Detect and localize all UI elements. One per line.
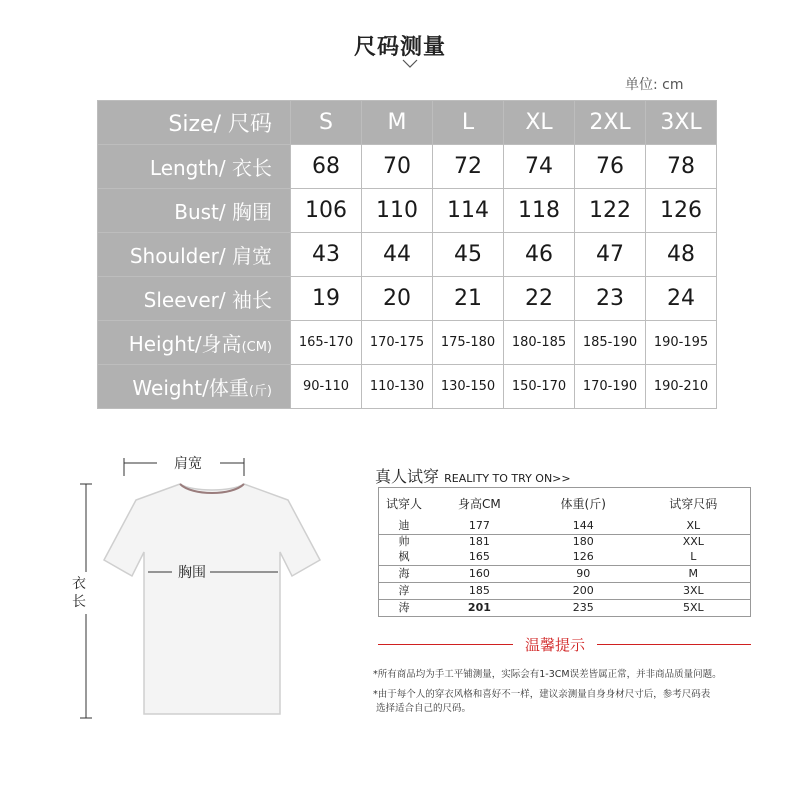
cell: 淳 [379,583,430,600]
cell: 200 [530,583,637,600]
cell: 181 [468,535,490,548]
sleeve-row [98,277,717,321]
cell: 74 [504,145,575,189]
size-xl: XL [504,101,575,145]
real-try-title-cn: 真人试穿 [375,467,440,486]
cell: 114 [433,189,504,233]
cell: 160 [429,566,530,583]
cell: 185-190 [575,321,646,365]
cell: 迪 [379,518,430,535]
length-label: 衣长 [72,576,86,610]
col-header: 身高CM [458,496,501,511]
cell: 3XL [637,583,751,600]
cell: 43 [291,233,362,277]
cell: 110-130 [362,365,433,409]
size-2xl: 2XL [575,101,646,145]
row-label: Bust/ 胸围 [98,189,291,233]
cell: 68 [291,145,362,189]
height-unit: (CM) [241,340,272,355]
cell: 180-185 [504,321,575,365]
size-s: S [291,101,362,145]
row-label [98,365,291,409]
table-row [379,566,751,583]
cell: 72 [433,145,504,189]
cell: 165 [429,549,530,566]
cell: 20 [362,277,433,321]
cell: 150-170 [504,365,575,409]
size-table [97,100,717,409]
bust-label: 胸围 [178,565,206,581]
tips-title: 温馨提示 [513,634,597,655]
tips-note-1: *所有商品均为手工平铺测量，实际会有1-3CM误差皆属正常，并非商品质量问题。 [373,669,722,680]
cell: 22 [504,277,575,321]
cell: 170-190 [575,365,646,409]
cell: 110 [362,189,433,233]
height-row [98,321,717,365]
tshirt-outline [104,484,320,714]
col-header: 试穿人 [385,496,422,511]
table-row [379,549,751,566]
col-header: 试穿尺码 [669,496,718,511]
cell: M [637,566,751,583]
weight-label: Weight/体重 [132,376,249,400]
cell: 122 [575,189,646,233]
cell: 235 [530,600,637,617]
cell: 帅 [398,535,410,548]
bust-row [98,189,717,233]
cell: 190-210 [646,365,717,409]
size-m: M [362,101,433,145]
cell: 78 [646,145,717,189]
cell: 201 [429,600,530,617]
cell: 170-175 [362,321,433,365]
cell: 90-110 [291,365,362,409]
cell: 海 [379,566,430,583]
row-label: Length/ 衣长 [98,145,291,189]
tshirt-diagram [72,448,352,728]
cell: L [637,549,751,566]
cell: 106 [291,189,362,233]
height-label: Height/身高 [128,332,242,356]
cell: 枫 [379,549,430,566]
cell: 165-170 [291,321,362,365]
cell: 175-180 [433,321,504,365]
size-header-row [98,101,717,145]
weight-unit: (斤) [248,384,272,399]
cell: 185 [429,583,530,600]
cell: 90 [530,566,637,583]
real-try-header [379,488,751,519]
cell: 180 [572,535,594,548]
tips-note-3: 选择适合自己的尺码。 [376,703,472,714]
length-row [98,145,717,189]
cell: 126 [530,549,637,566]
table-row [379,518,751,535]
real-try-title [375,464,571,487]
real-try-title-en: REALITY TO TRY ON>> [444,472,571,485]
cell: 118 [504,189,575,233]
cell: 177 [429,518,530,535]
cell: XXL [682,535,704,548]
cell: 46 [504,233,575,277]
real-try-table [378,487,751,617]
cell: 47 [575,233,646,277]
size-l: L [433,101,504,145]
cell: 130-150 [433,365,504,409]
unit-label: 单位: cm [625,77,684,93]
table-row [379,600,751,617]
cell: 23 [575,277,646,321]
cell: 190-195 [646,321,717,365]
cell: XL [637,518,751,535]
cell: 19 [291,277,362,321]
tips-note-2: *由于每个人的穿衣风格和喜好不一样，建议亲测量自身身材尺寸后，参考尺码表 [373,689,711,700]
table-row [379,583,751,600]
chevron-down-icon [395,56,425,72]
row-label [98,321,291,365]
weight-row [98,365,717,409]
cell: 涛 [379,600,430,617]
cell: 76 [575,145,646,189]
cell: 144 [530,518,637,535]
row-label: Shoulder/ 肩宽 [98,233,291,277]
cell: 21 [433,277,504,321]
cell: 5XL [637,600,751,617]
cell: 48 [646,233,717,277]
size-header-label: Size/ 尺码 [98,101,291,145]
shoulder-label: 肩宽 [174,456,202,472]
cell: 24 [646,277,717,321]
cell: 126 [646,189,717,233]
row-label: Sleever/ 袖长 [98,277,291,321]
size-3xl: 3XL [646,101,717,145]
page-title: 尺码测量 [353,35,446,60]
cell: 70 [362,145,433,189]
table-row [379,535,751,550]
col-header: 体重(斤) [560,496,606,511]
cell: 45 [433,233,504,277]
shoulder-row [98,233,717,277]
cell: 44 [362,233,433,277]
